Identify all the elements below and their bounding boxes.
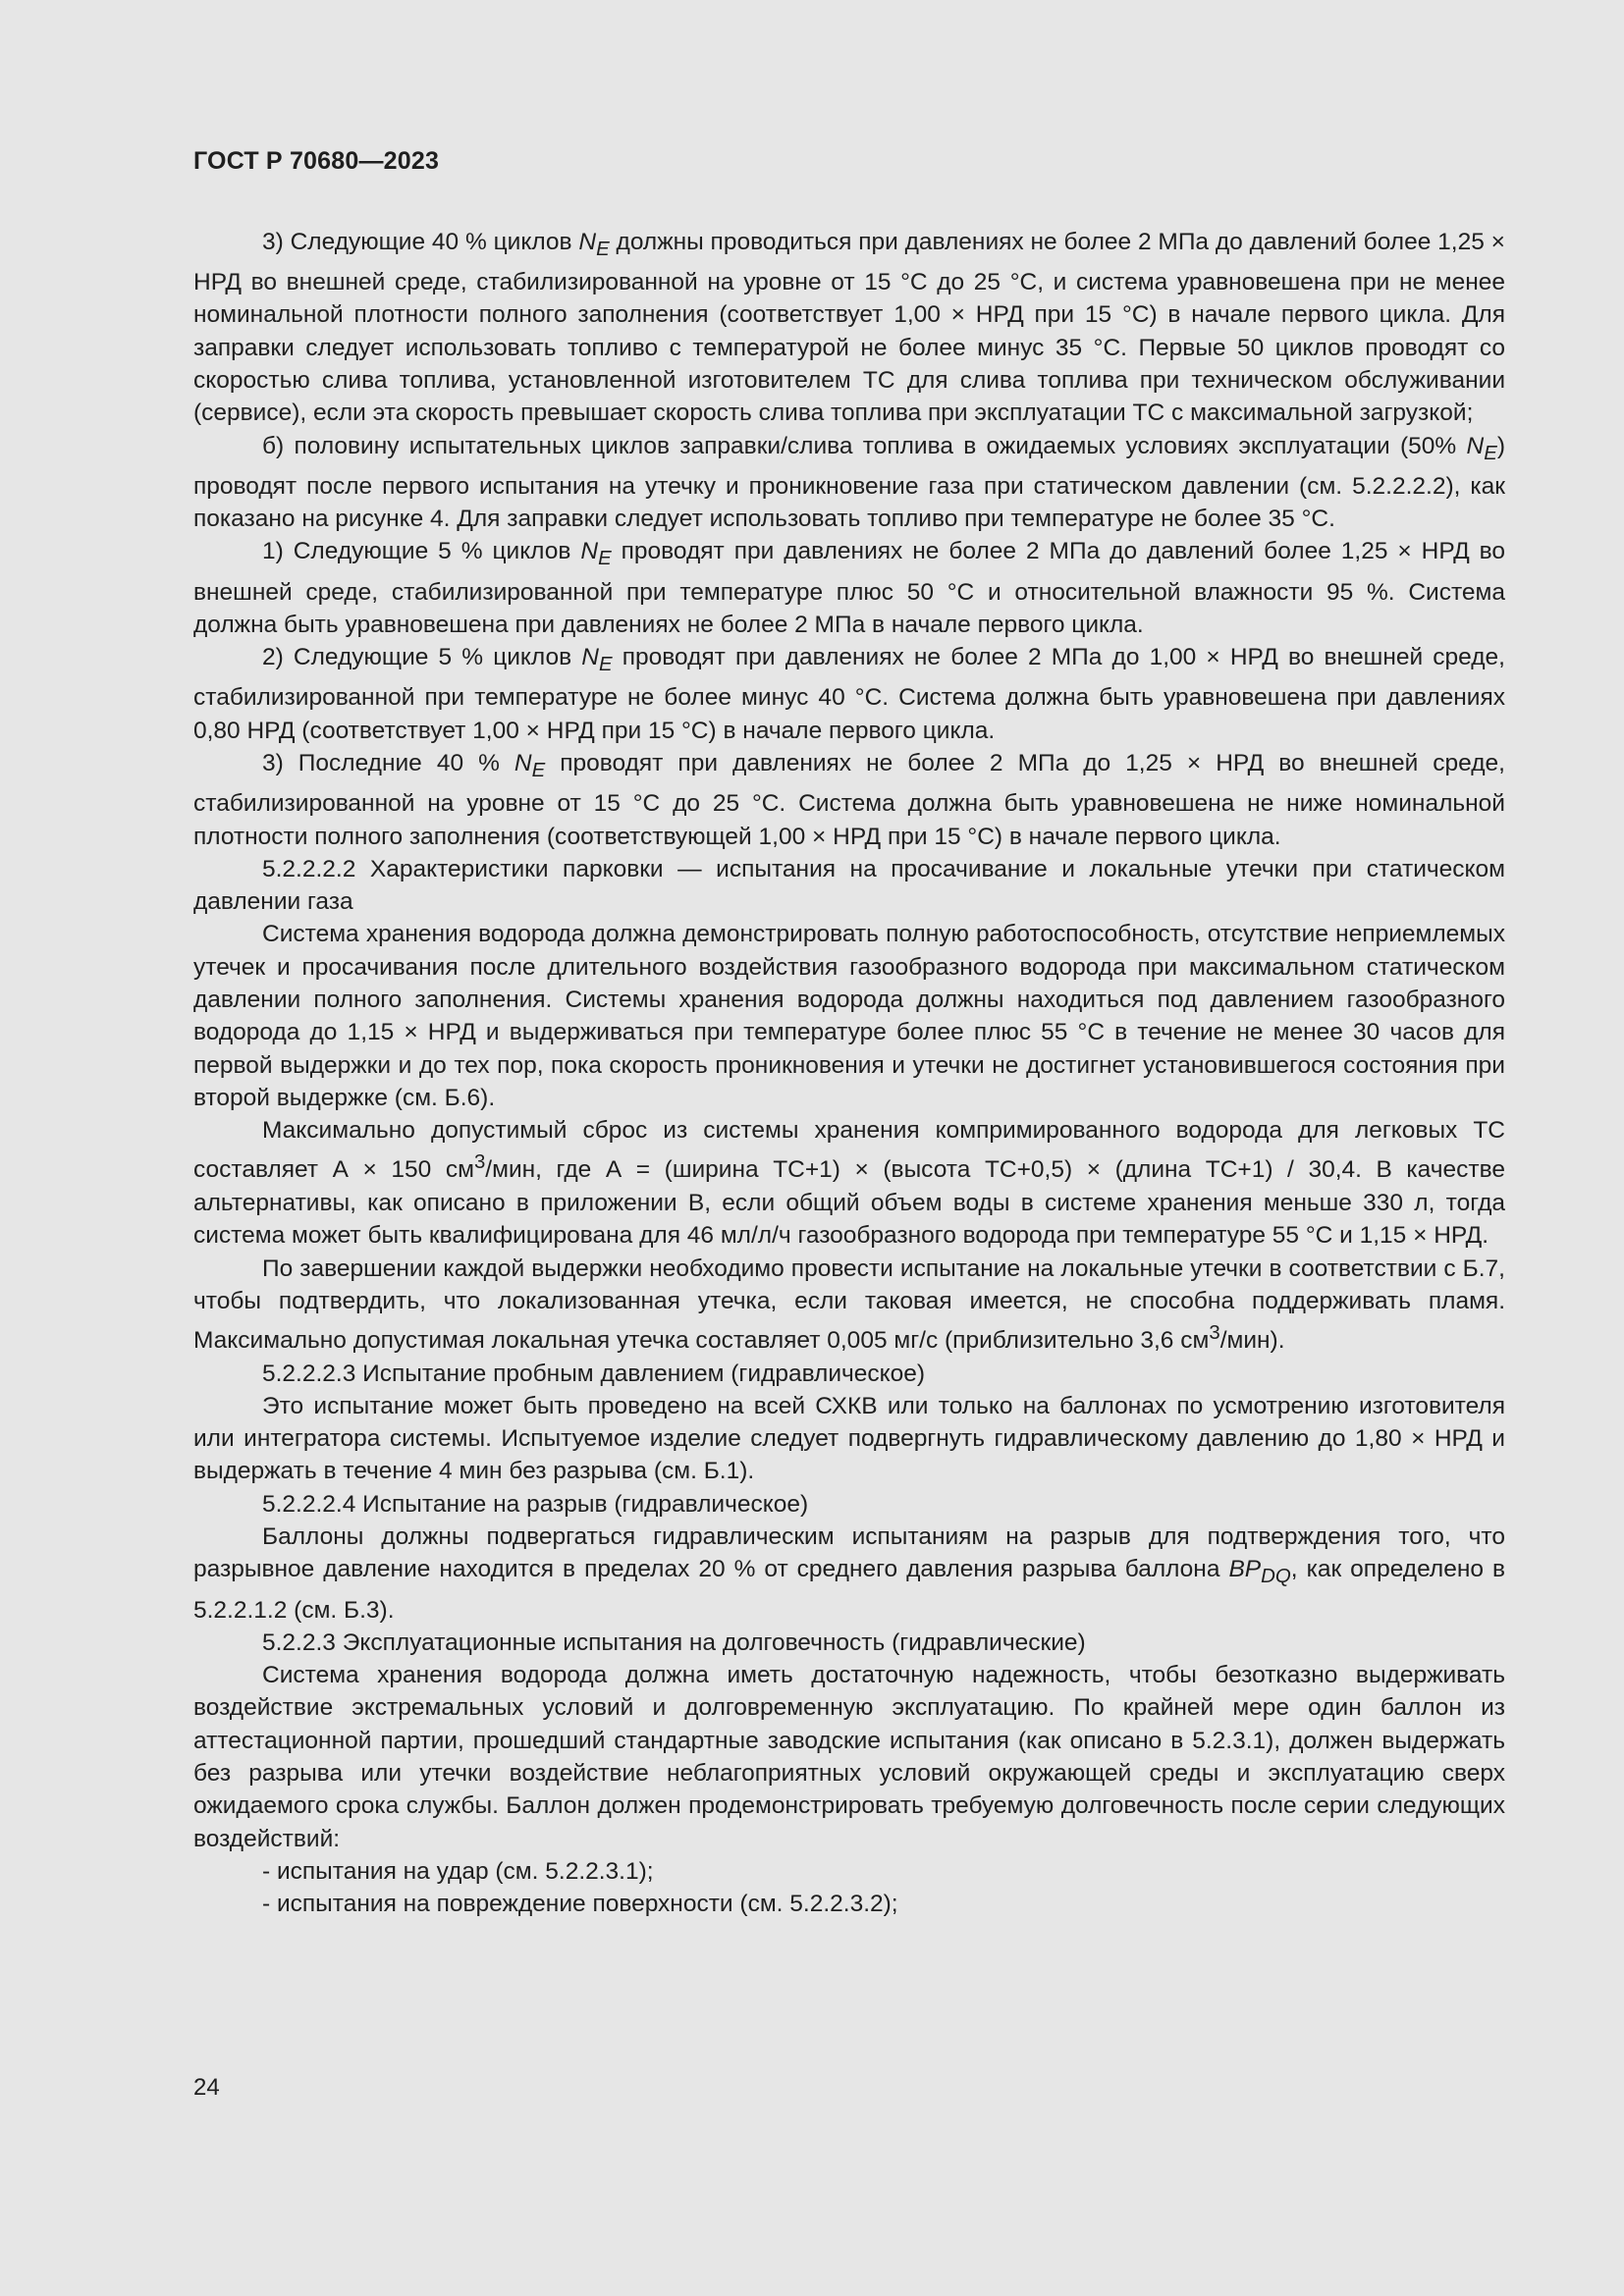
section-heading: 5.2.2.2.4 Испытание на разрыв (гидравлическое)	[262, 1490, 809, 1518]
paragraph: 3) Последние 40 % $N_E$ проводят при давлениях не более 2 МПа до 1,25 × НРД во внешней среде, стабилизированной на уровне от 15 °С до 25 °С. Система должна быть уравновешена не ниже номинальной плотности полного заполнения (соответствующей 1,00 × НРД при 15 °С) в начале первого цикла.	[193, 750, 1505, 850]
paragraph: б) половину испытательных циклов заправки/слива топлива в ожидаемых условиях эксплуатации (50% $N_E$) проводят после первого испытания на утечку и проникновение газа при статическом давлении (см. 5.2.2.2.2), как показано на рисунке 4. Для заправки следует использовать топливо при температуре не более 35 °С.	[193, 432, 1505, 533]
page-number: 24	[193, 2074, 220, 2101]
paragraph: Система хранения водорода должна демонстрировать полную работоспособность, отсутствие неприемлемых утечек и просачивания после длительного воздействия газообразного водорода при максимальном статическом давлении полного заполнения. Системы хранения водорода должны находиться под давлением газообразного водорода до 1,15 × НРД и выдерживаться при температуре более плюс 55 °С в течение не менее 30 часов для первой выдержки и до тех пор, пока скорость проникновения и утечки не достигнет установившегося состояния при второй выдержке (см. Б.6).	[193, 921, 1505, 1111]
document-header: ГОСТ Р 70680—2023	[193, 147, 440, 175]
list-item: - испытания на повреждение поверхности (см. 5.2.2.3.2);	[262, 1891, 898, 1918]
list-item: - испытания на удар (см. 5.2.2.3.1);	[262, 1857, 654, 1885]
section-heading: 5.2.2.3 Эксплуатационные испытания на долговечность (гидравлические)	[262, 1629, 1086, 1656]
paragraph: Система хранения водорода должна иметь достаточную надежность, чтобы безотказно выдерживать воздействие экстремальных условий и долговременную эксплуатацию. По крайней мере один баллон из аттестационной партии, прошедший стандартные заводские испытания (как описано в 5.2.3.1), должен выдержать без разрыва или утечки воздействие неблагоприятных условий окружающей среды и эксплуатацию сверх ожидаемого срока службы. Баллон должен продемонстрировать требуемую долговечность после серии следующих воздействий:	[193, 1662, 1505, 1852]
paragraph: Баллоны должны подвергаться гидравлическим испытаниям на разрыв для подтверждения того, что разрывное давление находится в пределах 20 % от среднего давления разрыва баллона $BP_{DQ}$, как определено в 5.2.2.1.2 (см. Б.3).	[193, 1523, 1505, 1624]
section-heading: 5.2.2.2.3 Испытание пробным давлением (гидравлическое)	[262, 1360, 926, 1387]
paragraph: 2) Следующие 5 % циклов $N_E$ проводят при давлениях не более 2 МПа до 1,00 × НРД во внешней среде, стабилизированной при температуре не более минус 40 °С. Система должна быть уравновешена при давлениях 0,80 НРД (соответствует 1,00 × НРД при 15 °С) в начале первого цикла.	[193, 644, 1505, 744]
paragraph: 1) Следующие 5 % циклов $N_E$ проводят при давлениях не более 2 МПа до давлений более 1,25 × НРД во внешней среде, стабилизированной при температуре плюс 50 °С и относительной влажности 95 %. Система должна быть уравновешена при давлениях не более 2 МПа в начале первого цикла.	[193, 538, 1505, 638]
section-heading: 5.2.2.2.2 Характеристики парковки — испытания на просачивание и локальные утечки при статическом давлении газа	[193, 855, 1505, 916]
paragraph: По завершении каждой выдержки необходимо провести испытание на локальные утечки в соответствии с Б.7, чтобы подтвердить, что локализованная утечка, если таковая имеется, не способна поддерживать пламя. Максимально допустимая локальная утечка составляет 0,005 мг/с (приблизительно 3,6 $см^3/мин$).	[193, 1255, 1505, 1355]
paragraph: 3) Следующие 40 % циклов $N_E$ должны проводиться при давлениях не более 2 МПа до давлений более 1,25 × НРД во внешней среде, стабилизированной на уровне от 15 °С до 25 °С, и система уравновешена при не менее номинальной плотности полного заполнения (соответствует 1,00 × НРД при 15 °С) в начале первого цикла. Для заправки следует использовать топливо с температурой не более минус 35 °С. Первые 50 циклов проводят со скоростью слива топлива, установленной изготовителем ТС для слива топлива при техническом обслуживании (сервисе), если эта скорость превышает скорость слива топлива при эксплуатации ТС с максимальной загрузкой;	[193, 229, 1505, 427]
paragraph: Это испытание может быть проведено на всей СХКВ или только на баллонах по усмотрению изготовителя или интегратора системы. Испытуемое изделие следует подвергнуть гидравлическому давлению до 1,80 × НРД и выдержать в течение 4 мин без разрыва (см. Б.1).	[193, 1392, 1505, 1485]
paragraph: Максимально допустимый сброс из системы хранения компримированного водорода для легковых ТС составляет А × 150 $см^3$/мин, где А = (ширина ТС+1) × (высота ТС+0,5) × (длина ТС+1) / 30,4. В качестве альтернативы, как описано в приложении В, если общий объем воды в системе хранения меньше 330 л, тогда система может быть квалифицирована для 46 мл/л/ч газообразного водорода при температуре 55 °С и 1,15 × НРД.	[193, 1117, 1505, 1250]
document-body	[193, 226, 1505, 1921]
